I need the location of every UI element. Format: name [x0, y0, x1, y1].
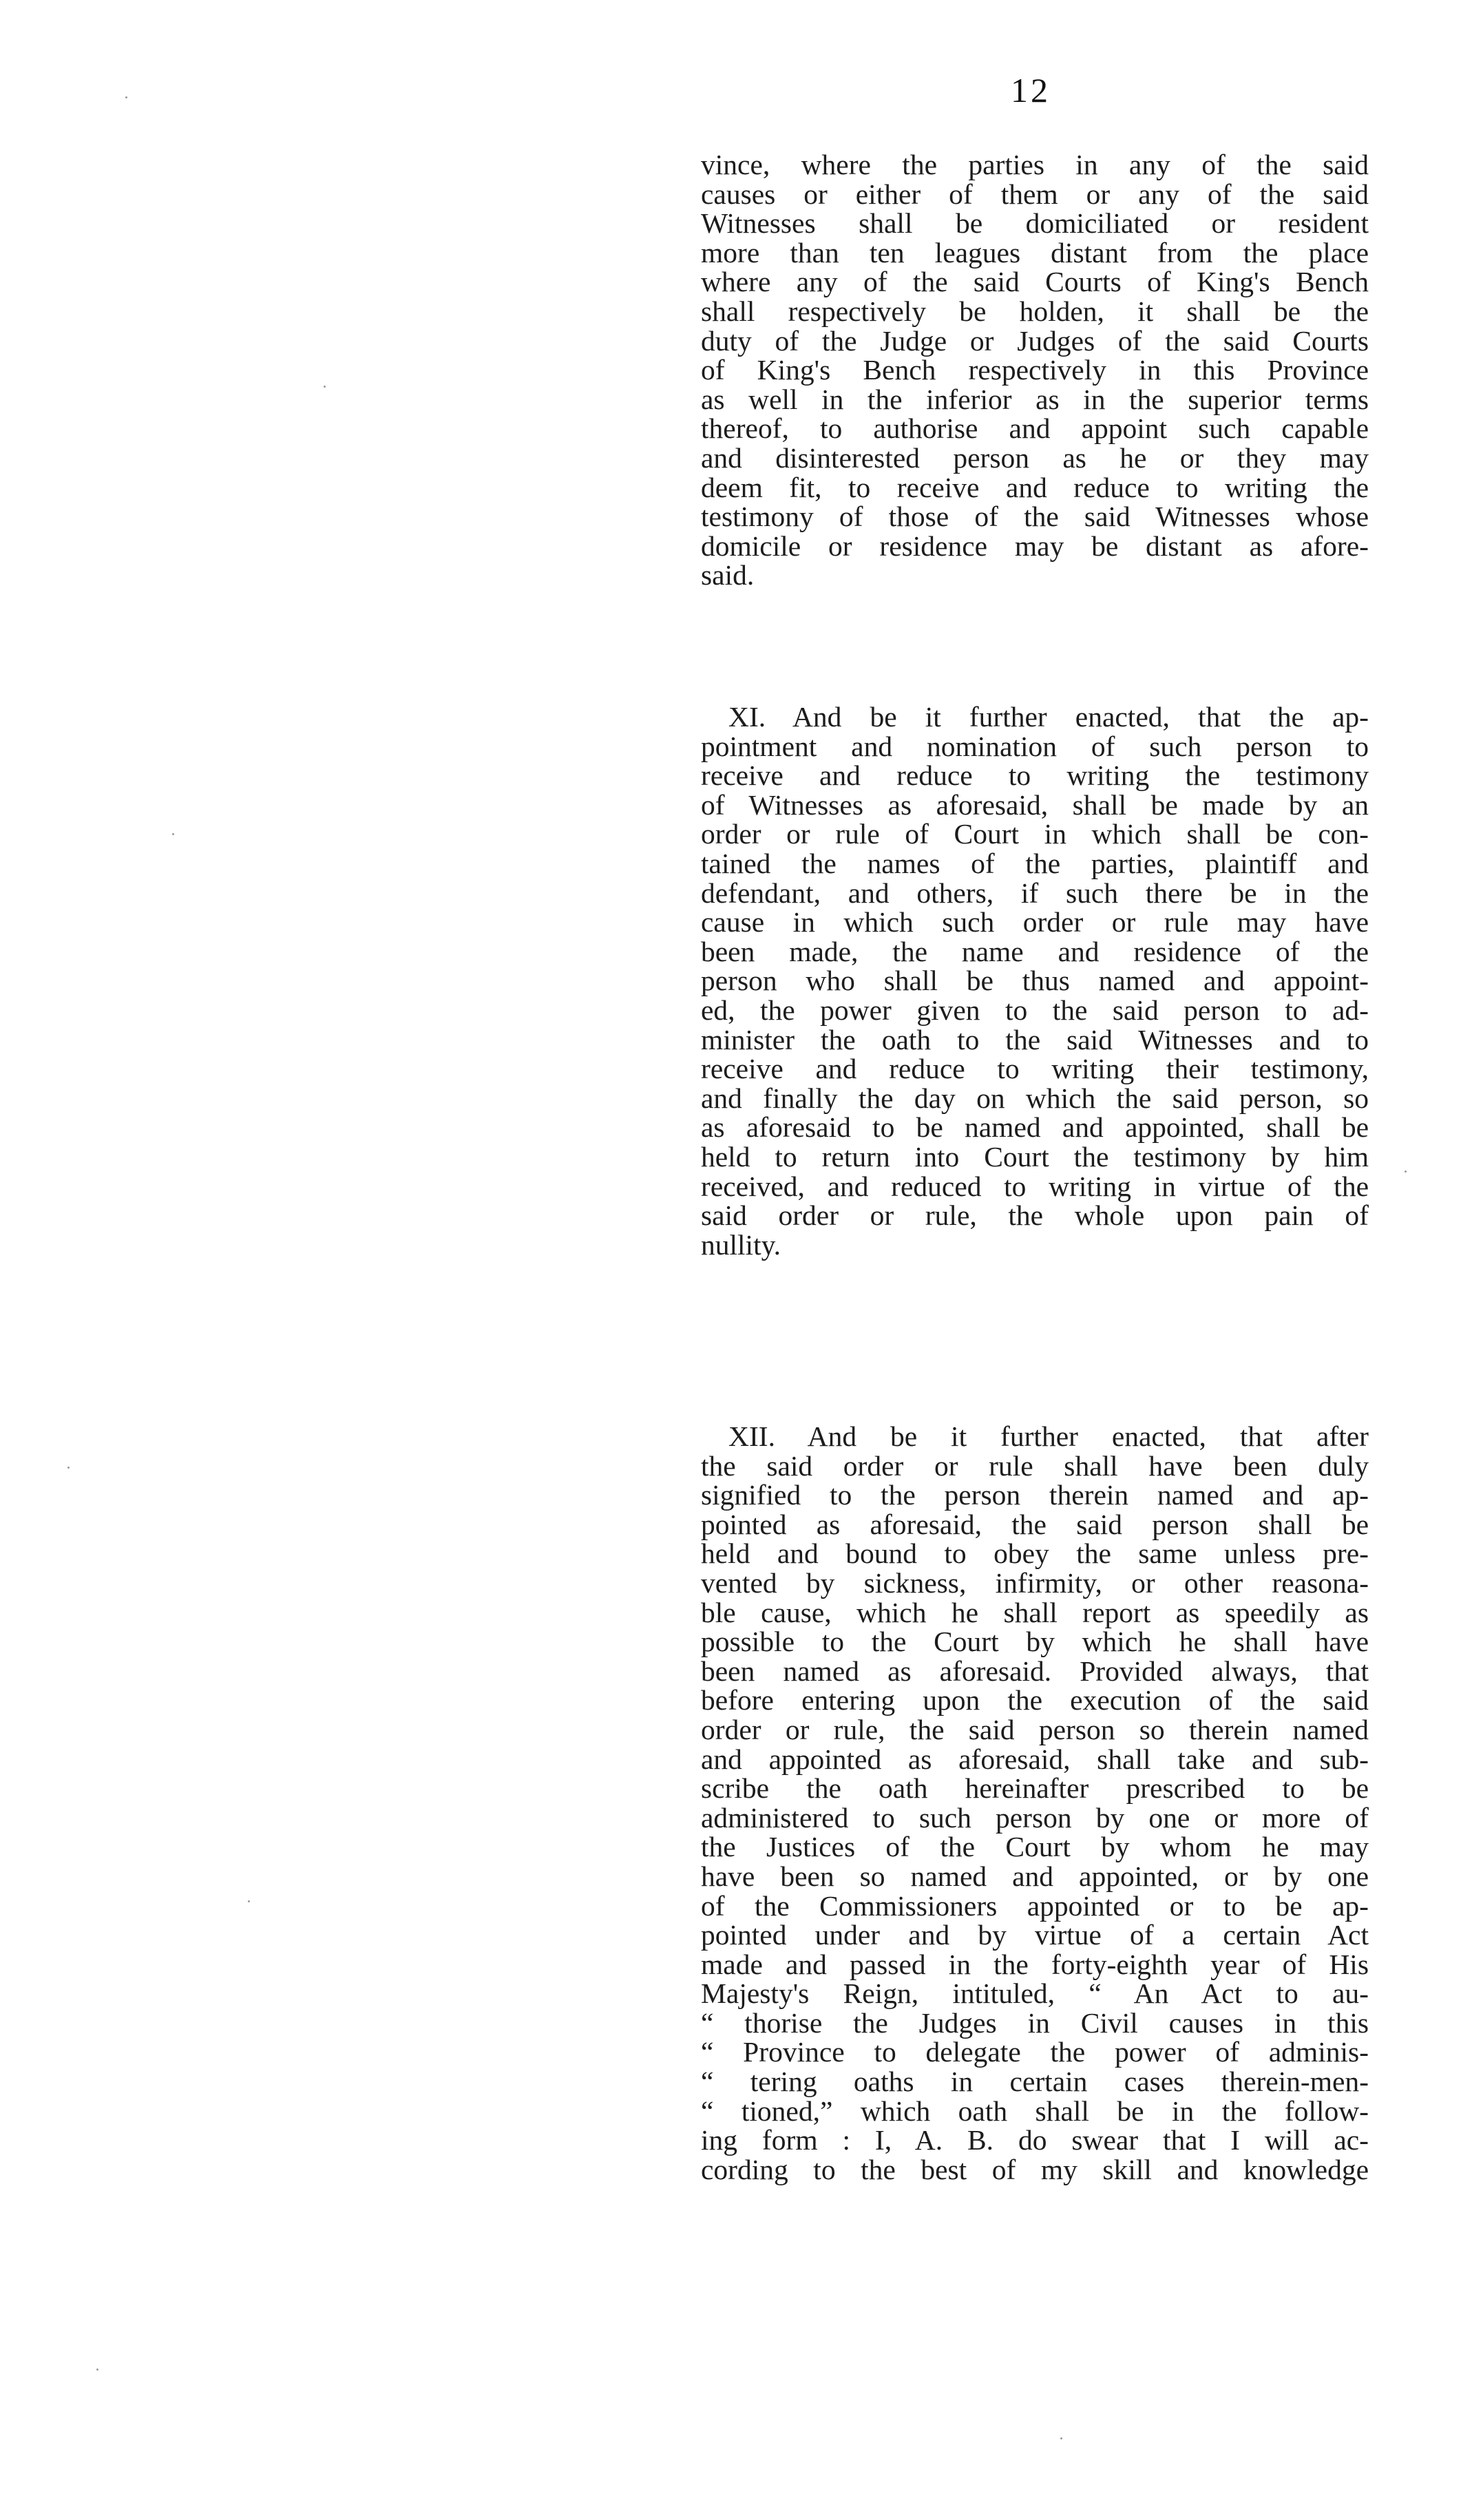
text-line: possible to the Court by which he shall have	[701, 1626, 1369, 1658]
paragraph-section-xi	[701, 702, 1369, 1259]
text-line: scribe the oath hereinafter prescribed to be	[701, 1772, 1369, 1805]
text-line: ed, the power given to the said person to ad-	[701, 994, 1369, 1026]
text-line: thereof, to authorise and appoint such capable	[701, 412, 1369, 445]
paragraph-section-xii	[701, 1422, 1369, 2184]
text-line: testimony of those of the said Witnesses whose	[701, 501, 1369, 533]
text-line: “ tioned,” which oath shall be in the follow-	[701, 2094, 1369, 2127]
text-line: “ thorise the Judges in Civil causes in this	[701, 2006, 1369, 2039]
text-line: said order or rule, the whole upon pain of	[701, 1199, 1369, 1232]
text-line: of Witnesses as aforesaid, shall be made by an	[701, 788, 1369, 821]
paper-speck	[1060, 2437, 1062, 2439]
paper-speck	[67, 1467, 70, 1469]
text-line: received, and reduced to writing in virtue of the	[701, 1170, 1369, 1202]
text-line: more than ten leagues distant from the place	[701, 236, 1369, 269]
paper-speck	[248, 1900, 250, 1902]
text-line: duty of the Judge or Judges of the said Courts	[701, 324, 1369, 357]
text-line: been made, the name and residence of the	[701, 935, 1369, 967]
text-line: person who shall be thus named and appoint-	[701, 965, 1369, 997]
paper-speck	[324, 386, 326, 388]
text-line: pointed under and by virtue of a certain Act	[701, 1919, 1369, 1951]
text-line: signified to the person therein named and ap-	[701, 1479, 1369, 1511]
text-line: domicile or residence may be distant as afore-	[701, 529, 1369, 562]
text-line: vince, where the parties in any of the said	[701, 149, 1369, 180]
text-line: cording to the best of my skill and knowledge	[701, 2153, 1369, 2185]
text-line: and finally the day on which the said person, so	[701, 1082, 1369, 1114]
text-line: of the Commissioners appointed or to be ap-	[701, 1889, 1369, 1922]
text-line: of King's Bench respectively in this Province	[701, 354, 1369, 386]
text-line: been named as aforesaid. Provided always, that	[701, 1655, 1369, 1687]
text-line: “ tering oaths in certain cases therein-men-	[701, 2066, 1369, 2098]
text-line: as aforesaid to be named and appointed, shall be	[701, 1111, 1369, 1144]
paper-speck	[1405, 1170, 1407, 1173]
text-line: nullity.	[701, 1228, 781, 1261]
text-line: causes or either of them or any of the said	[701, 178, 1369, 210]
text-line: cause in which such order or rule may have	[701, 906, 1369, 938]
text-line: and appointed as aforesaid, shall take and sub-	[701, 1743, 1369, 1775]
paper-speck	[172, 833, 174, 835]
text-line: have been so named and appointed, or by one	[701, 1860, 1369, 1892]
text-line: deem fit, to receive and reduce to writing the	[701, 471, 1369, 503]
text-line: and disinterested person as he or they may	[701, 441, 1369, 474]
text-line: order or rule, the said person so therein named	[701, 1713, 1369, 1745]
text-line: where any of the said Courts of King's Bench	[701, 266, 1369, 298]
text-line: said.	[701, 559, 755, 591]
text-line: receive and reduce to writing their testimony,	[701, 1053, 1369, 1085]
text-line: the Justices of the Court by whom he may	[701, 1831, 1369, 1863]
text-line: pointment and nomination of such person to	[701, 730, 1369, 762]
text-line: the said order or rule shall have been duly	[701, 1449, 1369, 1482]
text-line: ble cause, which he shall report as speedily as	[701, 1596, 1369, 1628]
text-line: “ Province to delegate the power of adminis-	[701, 2036, 1369, 2068]
paper-speck	[125, 96, 127, 98]
page-number: 12	[1011, 71, 1051, 109]
text-line: defendant, and others, if such there be in the	[701, 876, 1369, 909]
text-line: administered to such person by one or more of	[701, 1801, 1369, 1834]
text-line: as well in the inferior as in the superior terms	[701, 383, 1369, 415]
text-line: made and passed in the forty-eighth year of His	[701, 1948, 1369, 1980]
text-line: held and bound to obey the same unless pre-	[701, 1537, 1369, 1570]
text-line: before entering upon the execution of the said	[701, 1684, 1369, 1716]
text-line: tained the names of the parties, plaintiff and	[701, 847, 1369, 879]
text-line: held to return into Court the testimony by him	[701, 1140, 1369, 1173]
text-line: XII. And be it further enacted, that after	[728, 1420, 1369, 1452]
text-line: order or rule of Court in which shall be con-	[701, 818, 1369, 850]
text-line: ing form : I, A. B. do swear that I will ac-	[701, 2124, 1369, 2156]
text-line: vented by sickness, infirmity, or other reasona-	[701, 1566, 1369, 1599]
text-line: pointed as aforesaid, the said person shall be	[701, 1508, 1369, 1540]
paper-speck	[96, 2369, 98, 2371]
text-line: Witnesses shall be domiciliated or resident	[701, 207, 1369, 240]
paragraph-continuation	[701, 150, 1369, 590]
text-line: receive and reduce to writing the testimony	[701, 759, 1369, 792]
text-line: XI. And be it further enacted, that the ap-	[728, 701, 1369, 733]
text-line: Majesty's Reign, intituled, “ An Act to au-	[701, 1977, 1369, 2010]
text-line: minister the oath to the said Witnesses and to	[701, 1023, 1369, 1056]
text-line: shall respectively be holden, it shall be the	[701, 295, 1369, 327]
